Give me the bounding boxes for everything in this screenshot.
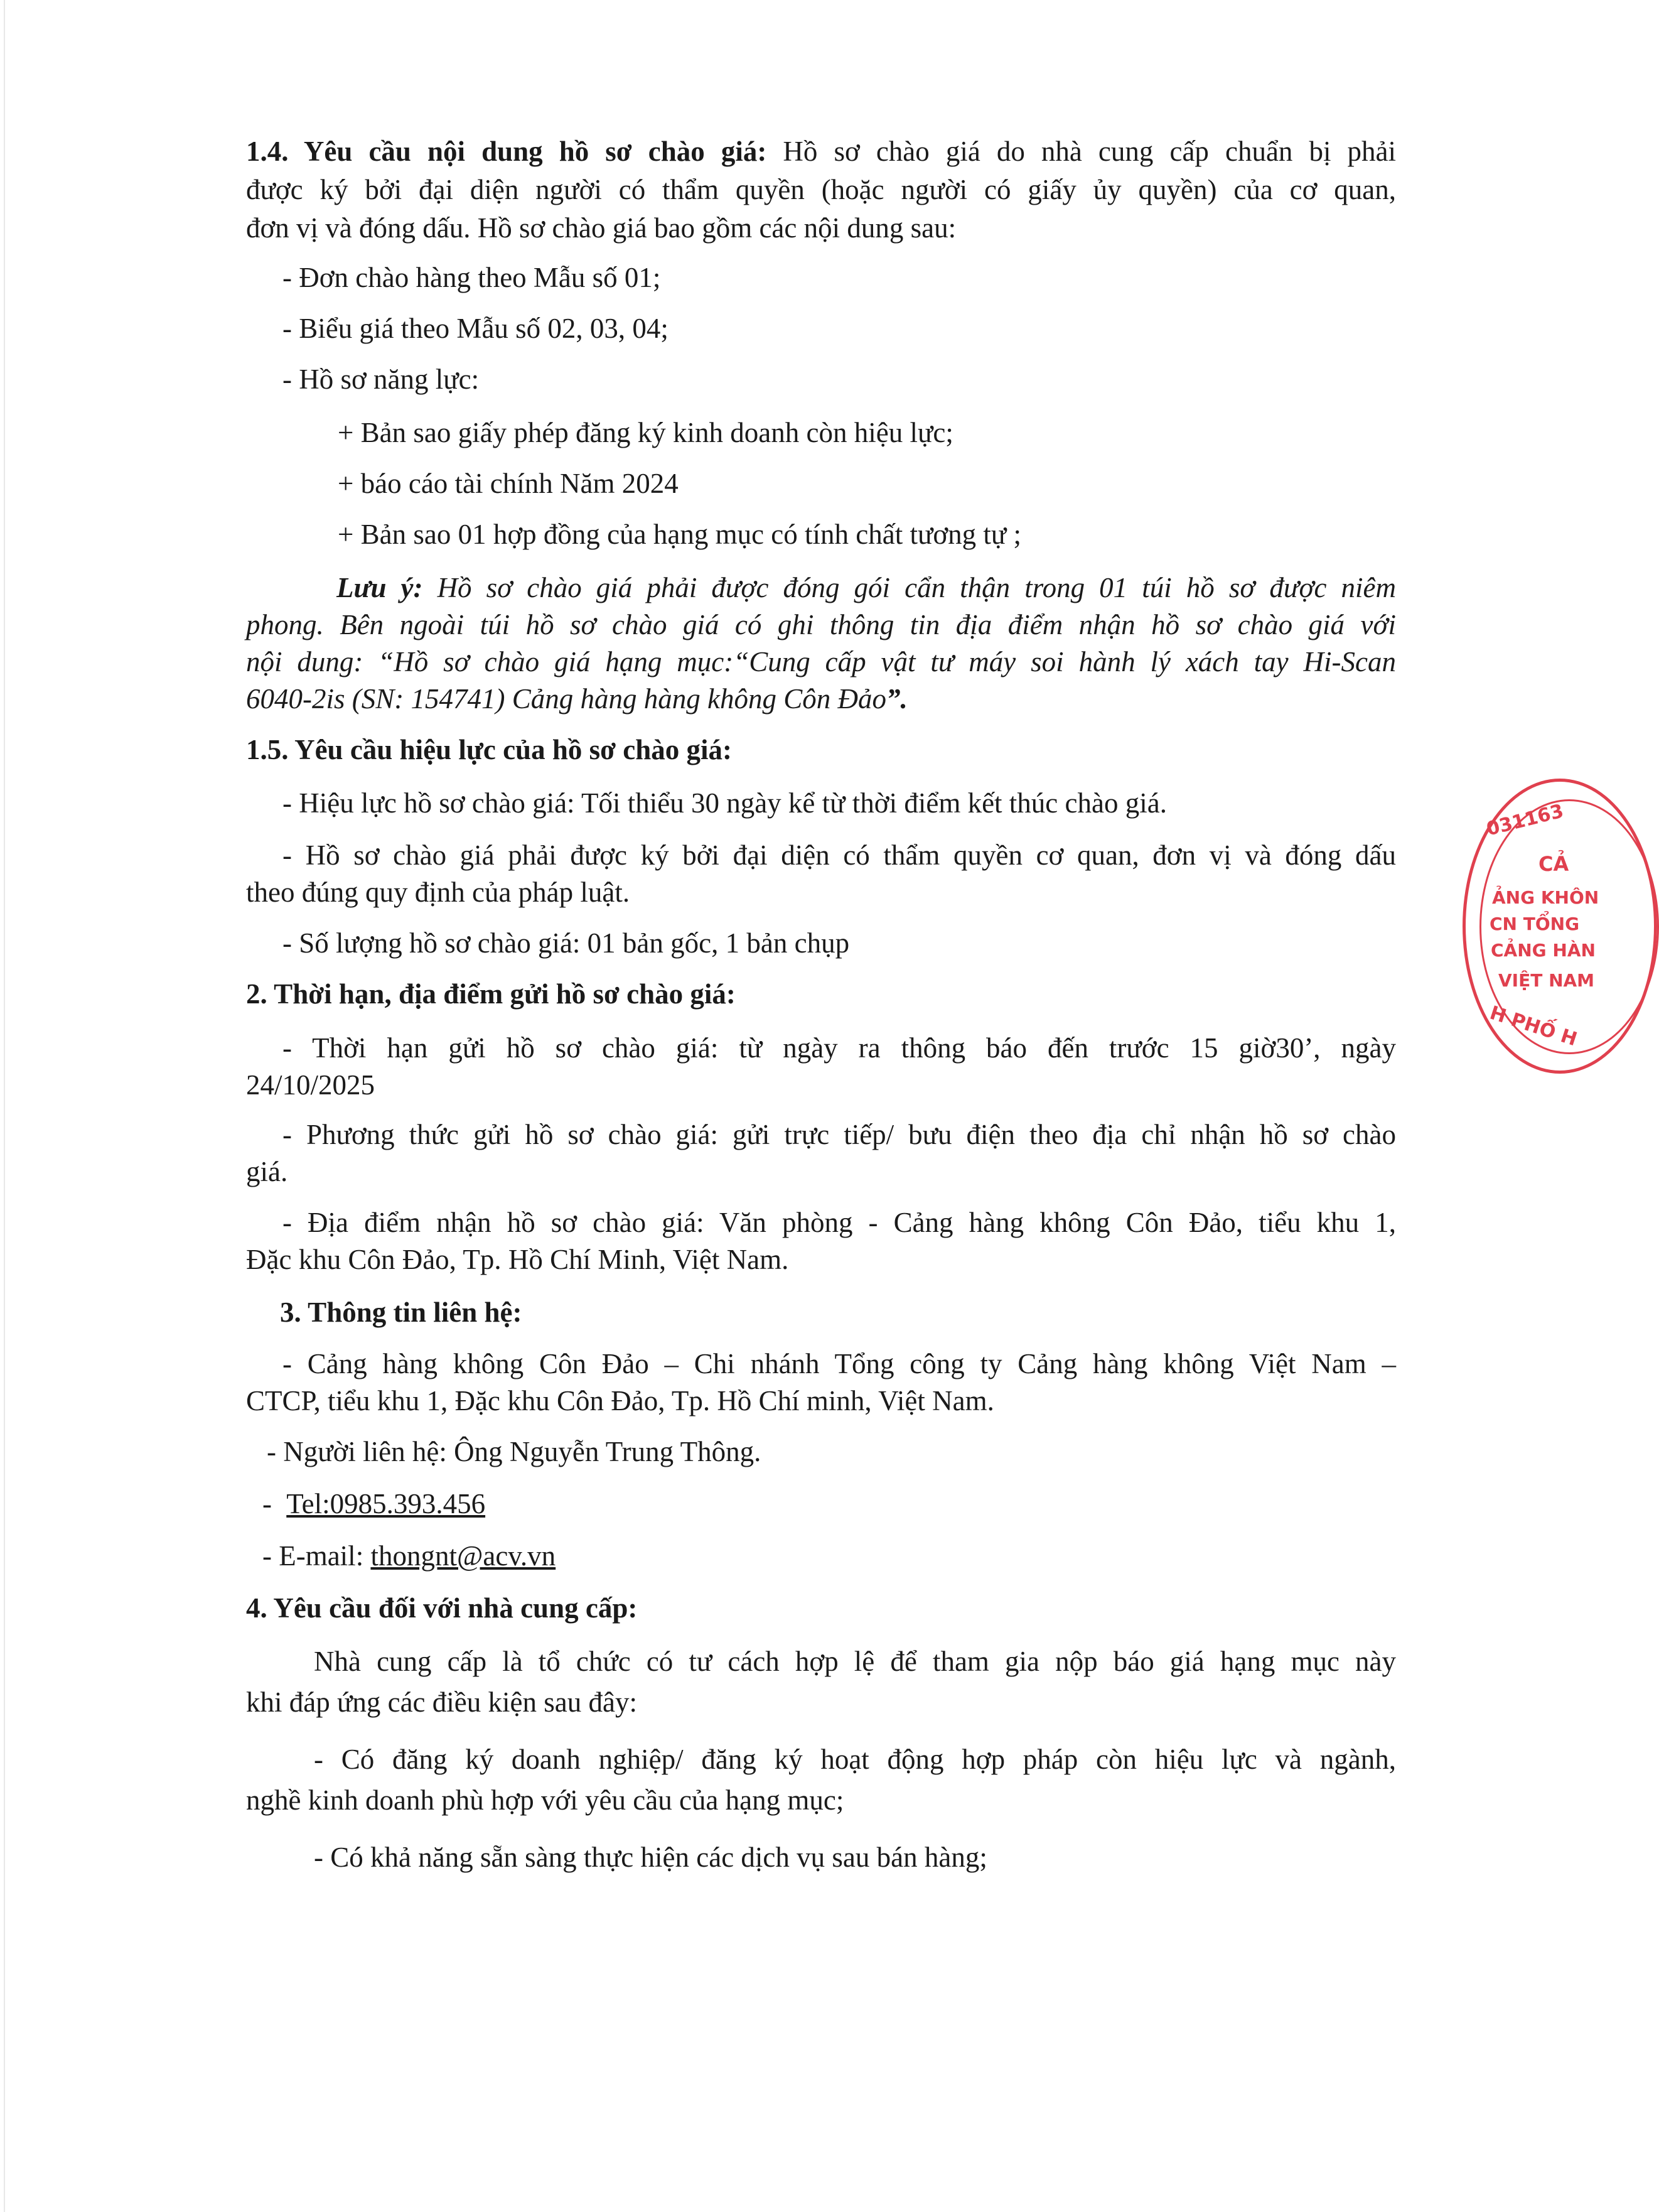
s3-email-row [262, 1538, 556, 1574]
s2-p2-line-1: - Phương thức gửi hồ sơ chào giá: gửi trực tiếp/ bưu điện theo địa chỉ nhận hồ sơ chào [282, 1119, 1396, 1150]
tel-prefix: - [262, 1488, 279, 1519]
s4-heading: 4. Yêu cầu đối với nhà cung cấp: [246, 1592, 638, 1624]
s15-heading: 1.5. Yêu cầu hiệu lực của hồ sơ chào giá: [246, 734, 733, 765]
s14-subitem-2: + báo cáo tài chính Năm 2024 [338, 468, 679, 499]
seal-text-1: CẢ [1538, 852, 1569, 876]
s2-p3-line-1: - Địa điểm nhận hồ sơ chào giá: Văn phòng - Cảng hàng không Côn Đảo, tiểu khu 1, [282, 1207, 1396, 1238]
s15-p2-line-1: - Hồ sơ chào giá phải được ký bởi đại diện có thẩm quyền cơ quan, đơn vị và đóng dấu [282, 839, 1396, 871]
s4-intro-line-2: khi đáp ứng các điều kiện sau đây: [246, 1686, 637, 1718]
s14-item-3: - Hồ sơ năng lực: [282, 364, 480, 395]
tel-link[interactable]: Tel:0985.393.456 [286, 1488, 486, 1519]
s3-heading: 3. Thông tin liên hệ: [280, 1297, 522, 1328]
seal-text-5: VIỆT NAM [1498, 970, 1595, 991]
s15-p2-line-2: theo đúng quy định của pháp luật. [246, 877, 630, 908]
s4-c1-line-2: nghề kinh doanh phù hợp với yêu cầu của hạng mục; [246, 1784, 844, 1816]
s14-item-1: - Đơn chào hàng theo Mẫu số 01; [282, 262, 661, 293]
s14-subitem-1: + Bản sao giấy phép đăng ký kinh doanh còn hiệu lực; [338, 417, 953, 448]
s15-p1: - Hiệu lực hồ sơ chào giá: Tối thiểu 30 ngày kể từ thời điểm kết thúc chào giá. [282, 787, 1167, 819]
s2-p2-line-2: giá. [246, 1156, 288, 1187]
s3-p1-line-1: - Cảng hàng không Côn Đảo – Chi nhánh Tổng công ty Cảng hàng không Việt Nam – [282, 1348, 1396, 1379]
seal-text-3: CN TỔNG [1490, 914, 1580, 934]
s14-subitem-3: + Bản sao 01 hợp đồng của hạng mục có tính chất tương tự ; [338, 519, 1022, 550]
s14-line-3: đơn vị và đóng dấu. Hồ sơ chào giá bao gồm các nội dung sau: [246, 212, 957, 244]
s2-heading: 2. Thời hạn, địa điểm gửi hồ sơ chào giá: [246, 978, 736, 1010]
s14-note-line-3: nội dung: “Hồ sơ chào giá hạng mục:“Cung cấp vật tư máy soi hành lý xách tay Hi-Scan [246, 646, 1396, 677]
note-text-4-end: ”. [886, 683, 908, 715]
seal-text-6: H PHỐ H [1487, 1001, 1580, 1051]
note-label: Lưu ý: [336, 572, 423, 603]
seal-text-4: CẢNG HÀN [1491, 940, 1596, 961]
s14-note-line-1 [336, 569, 1396, 606]
email-link[interactable]: thongnt@acv.vn [370, 1540, 556, 1572]
s14-line1-text: Hồ sơ chào giá do nhà cung cấp chuẩn bị phải [766, 136, 1397, 167]
s4-c1-line-1: - Có đăng ký doanh nghiệp/ đăng ký hoạt động hợp pháp còn hiệu lực và ngành, [314, 1744, 1396, 1775]
company-seal-stamp [1463, 779, 1657, 1074]
s15-p3: - Số lượng hồ sơ chào giá: 01 bản gốc, 1 bản chụp [282, 927, 850, 959]
note-text-1: Hồ sơ chào giá phải được đóng gói cẩn thận trong 01 túi hồ sơ được niêm [422, 572, 1396, 603]
s2-p1-line-1: - Thời hạn gửi hồ sơ chào giá: từ ngày ra thông báo đến trước 15 giờ30’, ngày [282, 1032, 1396, 1064]
email-prefix: - E-mail: [262, 1540, 371, 1572]
s14-note-line-4 [246, 681, 908, 717]
seal-text-2: ẢNG KHÔN [1492, 887, 1599, 908]
s14-line-1 [246, 133, 1396, 170]
seal-number: 031163 [1484, 800, 1566, 841]
s3-tel-row [262, 1486, 485, 1522]
scan-edge-mark [4, 0, 5, 2212]
s4-intro-line-1: Nhà cung cấp là tổ chức có tư cách hợp lệ để tham gia nộp báo giá hạng mục này [314, 1646, 1396, 1677]
s2-p3-line-2: Đặc khu Côn Đảo, Tp. Hồ Chí Minh, Việt Nam. [246, 1244, 789, 1275]
s14-note-line-2: phong. Bên ngoài túi hồ sơ chào giá có ghi thông tin địa điểm nhận hồ sơ chào giá với [246, 609, 1396, 640]
s3-contact: - Người liên hệ: Ông Nguyễn Trung Thông. [267, 1436, 761, 1467]
note-text-4: 6040-2is (SN: 154741) Cảng hàng hàng không Côn Đảo [246, 683, 886, 715]
s4-c2: - Có khả năng sẵn sàng thực hiện các dịch vụ sau bán hàng; [314, 1842, 987, 1873]
s3-p1-line-2: CTCP, tiểu khu 1, Đặc khu Côn Đảo, Tp. Hồ Chí minh, Việt Nam. [246, 1385, 994, 1416]
s2-p1-line-2: 24/10/2025 [246, 1069, 375, 1101]
s14-item-2: - Biểu giá theo Mẫu số 02, 03, 04; [282, 313, 668, 344]
s14-line-2: được ký bởi đại diện người có thẩm quyền (hoặc người có giấy ủy quyền) của cơ quan, [246, 174, 1396, 205]
s14-heading: 1.4. Yêu cầu nội dung hồ sơ chào giá: [246, 136, 767, 167]
